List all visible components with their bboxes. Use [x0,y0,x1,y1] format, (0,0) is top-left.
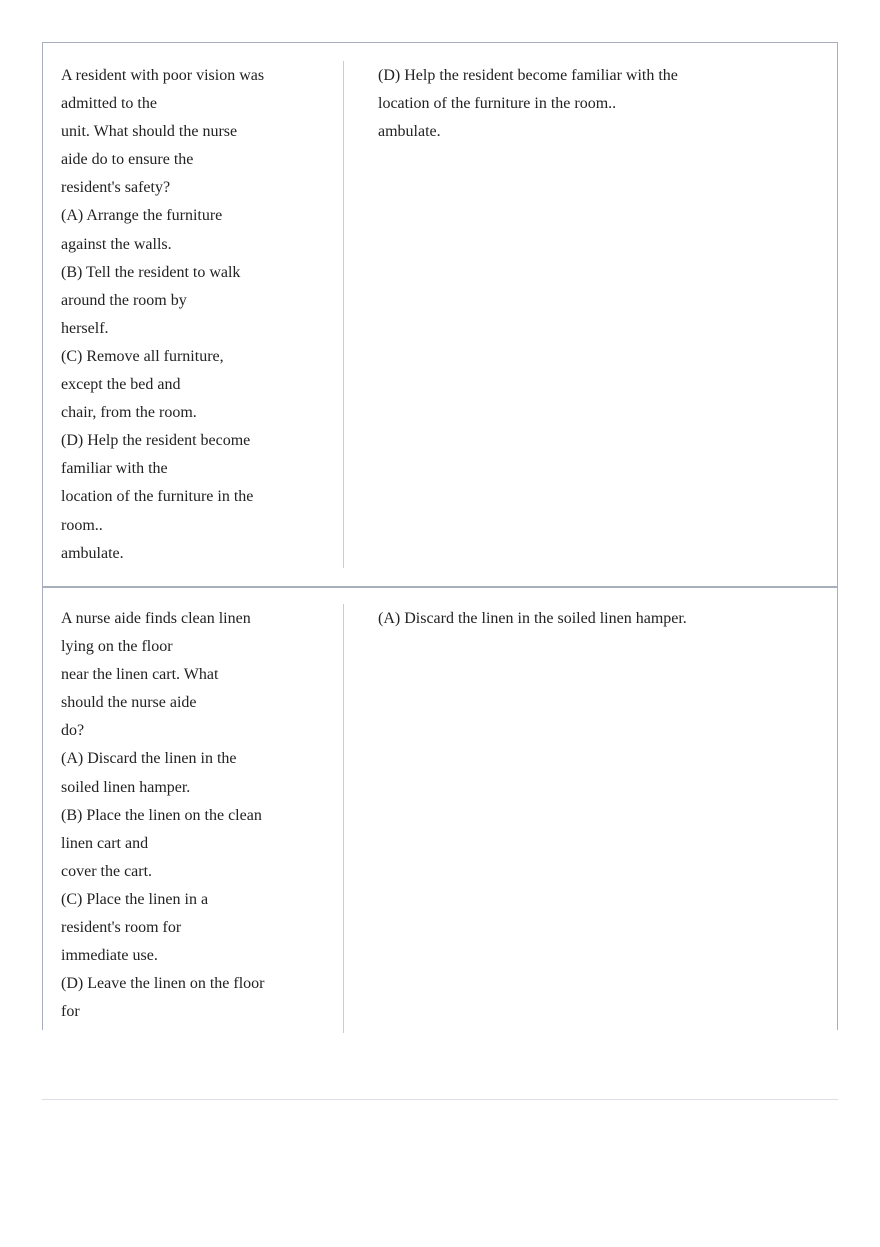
answer-line: ambulate. [378,123,441,141]
option-line: for [61,1003,80,1021]
question-line: should the nurse aide [61,694,197,712]
question-line: unit. What should the nurse [61,123,238,141]
card-2-answer [378,605,818,633]
option-line: soiled linen hamper. [61,778,191,796]
option-line: (B) Place the linen on the clean [61,806,262,824]
option-line: (D) Leave the linen on the floor [61,975,265,993]
flashcard-1 [43,43,837,586]
question-line: near the linen cart. What [61,666,219,684]
footer-divider [42,1099,838,1100]
card-1-answer [378,62,818,146]
question-line: do? [61,722,85,740]
option-line: (C) Remove all furniture, [61,347,224,365]
option-line: against the walls. [61,235,172,253]
question-line: admitted to the [61,95,157,113]
card-2-question [61,605,291,1026]
question-line: A resident with poor vision was [61,67,265,84]
option-line: ambulate. [61,544,124,562]
card-1-question [61,62,291,568]
option-line: immediate use. [61,947,158,965]
option-line: location of the furniture in the [61,488,254,506]
column-divider [343,61,344,568]
option-line: resident's room for [61,919,182,937]
flashcard-sheet [42,42,838,1030]
option-line: (D) Help the resident become [61,432,251,450]
question-line: lying on the floor [61,638,173,656]
option-line: (B) Tell the resident to walk [61,263,241,281]
option-line: (C) Place the linen in a [61,890,209,908]
answer-line: (A) Discard the linen in the soiled linen hamper. [378,610,687,627]
question-line: aide do to ensure the [61,151,194,169]
option-line: (A) Arrange the furniture [61,207,223,225]
option-line: (A) Discard the linen in the [61,750,237,768]
option-line: herself. [61,319,109,337]
option-line: chair, from the room. [61,404,197,422]
column-divider [343,604,344,1033]
option-line: cover the cart. [61,862,153,880]
option-line: familiar with the [61,460,168,478]
option-line: linen cart and [61,834,149,852]
answer-line: (D) Help the resident become familiar with the [378,67,678,84]
answer-line: location of the furniture in the room.. [378,95,617,113]
question-line: A nurse aide finds clean linen [61,610,251,627]
option-line: around the room by [61,291,187,309]
option-line: except the bed and [61,376,181,394]
question-line: resident's safety? [61,179,171,197]
flashcard-2 [43,586,837,1031]
option-line: room.. [61,516,103,534]
